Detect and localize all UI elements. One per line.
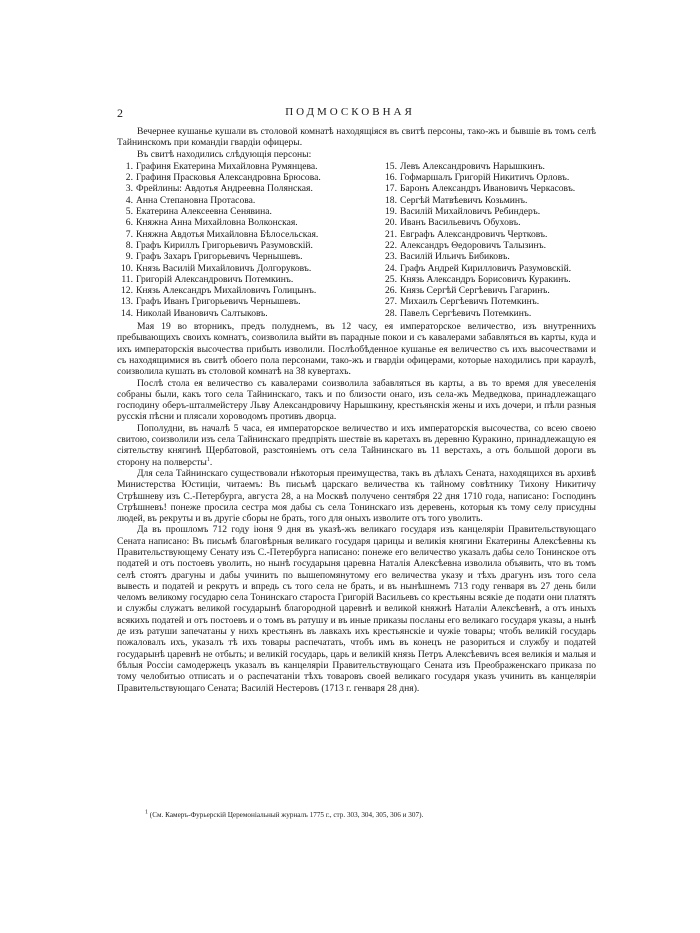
list-item: 4. Анна Степановна Протасова.	[125, 194, 256, 206]
paragraph: Да въ прошломъ 712 году іюня 9 дня въ указѣ-жъ великаго государя изъ канцеляріи Правительствующаго Сената написано: Въ письмѣ благовѣрныя великаго государя царицы и великія княгини Екатерины Алексѣевны къ Правительствующему Сенату изъ С.-Петербурга написано: понеже его величество указалъ дабы село Тонинское отъ податей и отъ постоевъ уволить, но нынѣ государыня царевна Наталія Алексѣевна изволила объявить, что въ томъ селѣ стоятъ драгуны и дабы учинить по вышепомянутому его величества указу и тѣхъ драгунъ изъ того села вывесть и податей и рекрутъ и впредь съ того села не брать, и въ нынѣшнемъ 713 году генваря въ 27 день били челомъ великому государю села Тонинскаго староста Григорій Васильевъ со крестьяны всякіе де подати они платятъ и службы служатъ великой государынѣ благородной царевнѣ и великой княжнѣ Наталіи Алексѣевнѣ, а отъ иныхъ всякихъ податей и отъ постоевъ и о томъ въ ратушу и въ иные приказы посланы его великаго государя указы, а нынѣ де изъ ратуши запечатаны у нихъ крестьянъ въ лавкахъ ихъ крестьянскіе и чужіе товары; чтобъ великій государь пожаловалъ ихъ, указалъ тѣ ихъ товары распечатать, чтобъ имъ въ конецъ не разориться и службу и податей государынѣ царевнѣ не отбыть; и великій государь, царь и великій князь Петръ Алексѣевичъ всея великія и малыя и бѣлыя Россіи самодержецъ указалъ въ канцеляріи Правительствующаго Сената изъ Преображенскаго приказа по тому челобитью отписать и о распечатаніи тѣхъ товаровъ своей великаго государя указъ учинить въ канцеляріи Правительствующаго Сената; Василій Нестеровъ (1713 г. генваря 28 дня).	[117, 524, 596, 694]
list-item: 8. Графъ Кириллъ Григорьевичъ Разумовскій.	[125, 239, 313, 251]
list-item: 20. Иванъ Васильевичъ Обуховъ.	[385, 217, 521, 229]
list-item: 21. Евграфъ Александровичъ Чертковъ.	[385, 228, 548, 240]
paragraph: Послѣ стола ея величество съ кавалерами соизволила забавляться въ карты, а въ то время для увеселенія собраны были, какъ того села Тайнинскаго, такъ и по близости онаго, изъ села-жъ Медведкова, принадлежащаго господину оберъ-шталмейстеру Льву Александровичу Нарышкину, крестьянскія жены и ихъ дочери, и пѣли разныя русскія пѣсни и плясали хороводомъ противъ дворца.	[117, 377, 596, 423]
paragraph: Въ свитѣ находились слѣдующія персоны:	[137, 148, 312, 160]
list-item: 18. Сергѣй Матвѣевичъ Козьминъ.	[385, 194, 528, 206]
list-item: 10. Князь Василій Михайловичъ Долгоруковъ.	[121, 262, 312, 274]
list-item: 14. Николай Ивановичъ Салтыковъ.	[121, 307, 268, 319]
list-item: 12. Князь Александръ Михайловичъ Голицынъ.	[121, 285, 317, 297]
list-item: 28. Павелъ Сергѣевичъ Потемкинъ.	[385, 307, 532, 319]
paragraph: Пополудни, въ началѣ 5 часа, ея императорское величество и ихъ императорскія высочества, со всею своею свитою, соизволили изъ села Тайнинскаго предпріять шествіе въ каретахъ въ деревню Куракино, принадлежащую ея сіятельству княгинѣ Щербатовой, разстояніемъ отъ села Тайнинскаго въ 11 верстахъ, а отъ большой дороги въ сторону на полверсты$^1$.	[117, 422, 596, 468]
running-title: ПОДМОСКОВНАЯ	[285, 106, 415, 118]
footnote: $^1$ (См. Камеръ-Фурьерскій Церемоніальный журналъ 1775 г., стр. 303, 304, 305, 306 и 307).	[145, 809, 424, 819]
list-item: 6. Княжна Анна Михайловна Волконская.	[125, 217, 298, 229]
list-item: 17. Баронъ Александръ Ивановичъ Черкасовъ.	[385, 183, 576, 195]
paragraph: Вечернее кушанье кушали въ столовой комнатѣ находящіяся въ свитѣ персоны, тако-жъ и бывшіе въ томъ селѣ Тайнинскомъ при командіи гвардіи офицеры.	[117, 126, 596, 149]
list-item: 23. Василій Ильичъ Бибиковъ.	[385, 251, 510, 263]
paragraph: Мая 19 во вторникъ, предъ полуднемъ, въ 12 часу, ея императорское величество, изъ внутреннихъ пребывающихъ своихъ комнатъ, соизволила выйти въ парадные покои и съ кавалерами забавляться въ карты, куда и ихъ императорскія высочества прибыть изволили. Послѣобѣденное кушанье ея величество съ ихъ высочествами и съ находящимися въ свитѣ обоего пола персонами, тако-жъ и гвардіи офицерами, которые находились при караулѣ, соизволила кушать въ столовой комнатѣ на 38 кувертахъ.	[117, 321, 596, 378]
footnote-ref[interactable]: 1	[206, 456, 210, 463]
list-item: 26. Князь Сергѣй Сергѣевичъ Гагаринъ.	[385, 285, 550, 297]
persons-list	[117, 161, 596, 319]
list-item: 11. Григорій Александровичъ Потемкинъ.	[121, 273, 294, 285]
list-item: 3. Фрейлины: Авдотья Андреевна Полянская.	[125, 183, 313, 195]
list-item: 1. Графиня Екатерина Михайловна Румянцева.	[125, 160, 318, 172]
list-item: 2. Графиня Прасковья Александровна Брюсова.	[125, 172, 321, 184]
main-text	[117, 126, 596, 694]
list-item: 25. Князь Александръ Борисовичъ Куракинъ.	[385, 273, 571, 285]
persons-column-right	[381, 161, 596, 319]
page-number: 2	[117, 106, 123, 120]
list-item: 15. Левъ Александровичъ Нарышкинъ.	[385, 160, 545, 172]
list-item: 22. Александръ Θедоровичъ Талызинъ.	[385, 239, 546, 251]
list-item: 24. Графъ Андрей Кирилловичъ Разумовскій.	[385, 262, 572, 274]
footnote-marker: 1	[145, 809, 148, 816]
list-item: 19. Василій Михайловичъ Ребиндеръ.	[385, 206, 541, 218]
paragraph: Для села Тайнинскаго существовали нѣкоторыя преимущества, такъ въ дѣлахъ Сената, находящихся въ архивѣ Министерства Юстиціи, читаемъ: Въ письмѣ царскаго величества къ тайному совѣтнику Тихону Никитичу Стрѣшневу изъ С.-Петербурга, августа 28, а на Москвѣ получено сентября 22 дня 1710 года, написано: Господинъ Стрѣшневъ! понеже просила сестра моя дабы съ села Тонинскаго изъ деревень, которыя къ тому селу присудны людей, въ рекруты и въ другіе сборы не брать, того для оныхъ изволите отъ того уволить.	[117, 467, 596, 525]
persons-column-left	[117, 161, 347, 319]
list-item: 27. Михаилъ Сергѣевичъ Потемкинъ.	[385, 296, 540, 308]
list-item: 13. Графъ Иванъ Григорьевичъ Чернышевъ.	[121, 296, 301, 308]
list-item: 5. Екатерина Алексеевна Сенявина.	[125, 206, 272, 218]
list-item: 16. Гофмаршалъ Григорій Никитичъ Орловъ.	[385, 172, 570, 184]
list-item: 9. Графъ Захаръ Григорьевичъ Чернышевъ.	[125, 251, 303, 263]
list-item: 7. Княжна Авдотья Михайловна Бѣлосельская.	[125, 228, 319, 240]
